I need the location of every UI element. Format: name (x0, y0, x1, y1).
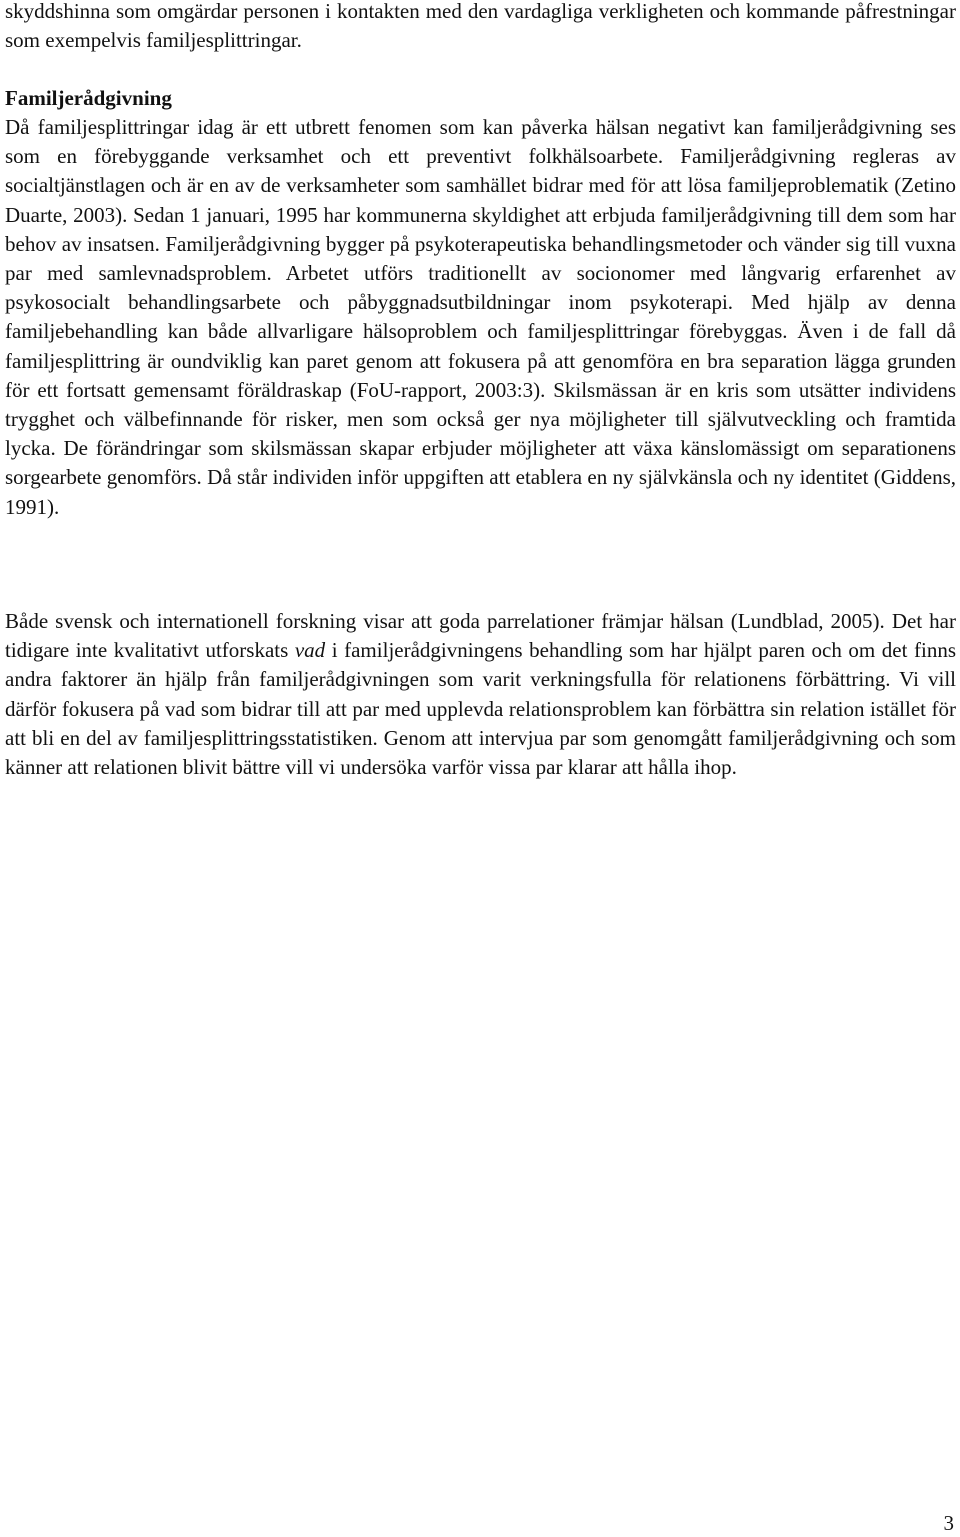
intro-paragraph: skyddshinna som omgärdar personen i kontakten med den vardagliga verkligheten och kommande påfrestningar som exempelvis familjesplittringar. (5, 0, 956, 53)
section-heading: Familjerådgivning (5, 86, 172, 110)
paragraph-2-italic-word: vad (294, 638, 326, 663)
page-number: 3 (943, 1511, 954, 1535)
paragraph-2-text-end: i familjerådgivningens behandling som har hjälpt paren och om det finns andra faktorer än hjälp från familjerådgivningen som varit verkningsfulla för relationens förbättring. Vi vill därför fokusera på vad som bidrar till att par med upplevda relationsproblem kan förbättra sin relation istället för att bli en del av familjesplittringsstatistiken. Genom att intervjua par som genomgått familjerådgivning och som känner att relationen blivit bättre vill vi undersöka varför vissa par klarar att hålla ihop. (5, 638, 956, 780)
paragraph-2-text-start: Både svensk och internationell forskning visar att goda parrelationer främjar hälsan (Lundblad, 2005). Det har tidigare inte kvalitativt utforskats (5, 609, 956, 663)
body-paragraph-2 (5, 607, 956, 782)
body-paragraph-1: Då familjesplittringar idag är ett utbrett fenomen som kan påverka hälsan negativt kan familjerådgivning ses som en förebyggande verksamhet och ett preventivt folkhälsoarbete. Familjerådgivning regleras av socialtjänstlagen och är en av de verksamheter som samhället bidrar med för att lösa familjeproblematik (Zetino Duarte, 2003). Sedan 1 januari, 1995 har kommunerna skyldighet att erbjuda familjerådgivning till dem som har behov av insatsen. Familjerådgivning bygger på psykoterapeutiska behandlingsmetoder och vänder sig till vuxna par med samlevnadsproblem. Arbetet utförs traditionellt av socionomer med långvarig erfarenhet av psykosocialt behandlingsarbete och påbyggnadsutbildningar inom psykoterapi. Med hjälp av denna familjebehandling kan både allvarligare hälsoproblem och familjesplittringar förebyggas. Även i de fall då familjesplittring är oundviklig kan paret genom att fokusera på att genomföra en bra separation lägga grunden för ett fortsatt gemensamt föräldraskap (FoU-rapport, 2003:3). Skilsmässan är en kris som utsätter individens trygghet och välbefinnande för risker, men som också ger nya möjligheter till självutveckling och framtida lycka. De förändringar som skilsmässan skapar erbjuder möjligheter att växa känslomässigt om separationens sorgearbete genomförs. Då står individen inför uppgiften att etablera en ny självkänsla och ny identitet (Giddens, 1991). (5, 115, 956, 519)
